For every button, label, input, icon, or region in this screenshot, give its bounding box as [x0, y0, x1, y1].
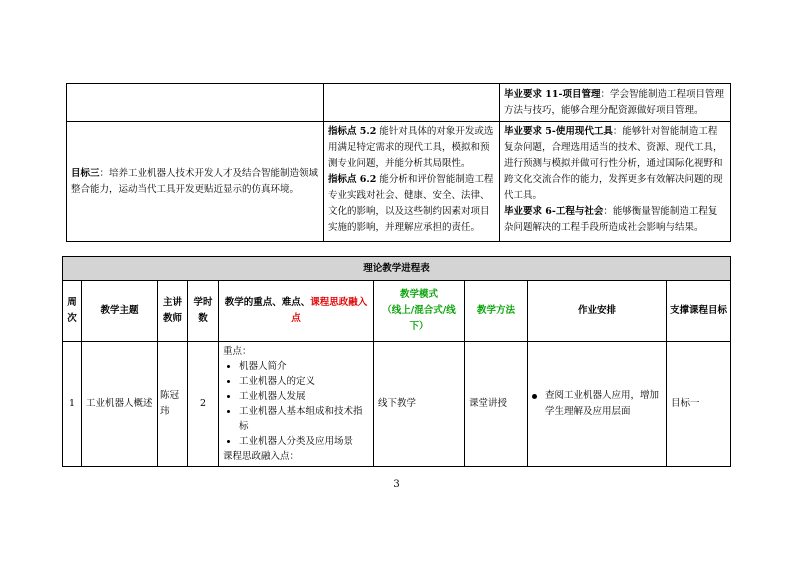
requirement-cell-11	[500, 84, 731, 122]
requirement-11-label: 毕业要求 11-项目管理	[504, 89, 601, 100]
row-homework	[528, 342, 667, 467]
objective-three-cell	[67, 122, 324, 242]
indicator-6-2-text: 能分析和评价智能制造工程专业实践对社会、健康、安全、法律、文化的影响，以及这些制约因素对项目实施的影响，并理解应承担的责任。	[328, 174, 494, 233]
schedule-title-row	[63, 257, 731, 281]
focus-item: • 机器人简介	[239, 359, 369, 374]
indicator-6-2	[328, 172, 495, 236]
focus-item: • 工业机器人分类及应用场景	[239, 434, 369, 449]
focus-item: • 工业机器人基本组成和技术指标	[239, 404, 369, 434]
header-teacher: 主讲教师	[158, 281, 188, 342]
requirement-6-text: ：能够衡量智能制造工程复杂问题解决的工程手段所造成社会影响与结果。	[504, 206, 718, 233]
row-method: 课堂讲授	[465, 342, 528, 467]
ideology-label: 课程思政融入点：	[223, 451, 300, 462]
requirement-5-label: 毕业要求 5-使用现代工具	[504, 126, 613, 137]
focus-list	[223, 359, 369, 449]
header-keypoints-red: 课程思政融入点	[291, 297, 368, 324]
requirement-6	[504, 204, 726, 236]
objective-cell-empty	[67, 84, 324, 122]
homework-text: 查阅工业机器人应用，增加学生理解及应用层面	[545, 390, 660, 417]
bullet-icon	[532, 394, 537, 399]
focus-item: • 工业机器人的定义	[239, 374, 369, 389]
objectives-table	[66, 83, 731, 242]
header-homework: 作业安排	[528, 281, 667, 342]
requirement-6-label: 毕业要求 6-工程与社会	[504, 206, 604, 217]
row-teacher: 陈冠玮	[158, 342, 188, 467]
schedule-header-row	[63, 281, 731, 342]
indicator-cell	[324, 122, 500, 242]
row-hours: 2	[188, 342, 219, 467]
indicator-5-2-text: 能针对具体的对象开发或选用满足特定需求的现代工具，模拟和预测专业问题，并能分析其局限性。	[328, 126, 494, 169]
objectives-row-1	[67, 84, 731, 122]
indicator-cell-empty	[324, 84, 500, 122]
header-goal: 支撑课程目标	[667, 281, 731, 342]
header-mode-sub: （线上/混合式/线下）	[382, 305, 456, 332]
header-week: 周次	[63, 281, 82, 342]
row-focus	[219, 342, 374, 467]
homework-item	[532, 388, 662, 420]
header-mode-title: 教学模式	[399, 289, 438, 300]
requirement-5	[504, 124, 726, 204]
header-keypoints	[219, 281, 374, 342]
row-topic: 工业机器人概述	[82, 342, 158, 467]
indicator-5-2-label: 指标点 5.2	[328, 126, 377, 137]
focus-item: • 工业机器人发展	[239, 389, 369, 404]
objective-three-text: ：培养工业机器人技术开发人才及结合智能制造领域整合能力，运动当代工具开发更贴近显示的仿真环境。	[71, 167, 319, 195]
header-keypoints-black: 教学的重点、难点、	[224, 297, 311, 308]
requirement-5-text: ：能够针对智能制造工程复杂问题，合理选用适当的技术、资源、现代工具，进行预测与模拟并做可行性分析，通过国际化视野和跨文化交流合作的能力，发挥更多有效解决问题的现代工具。	[504, 126, 723, 201]
schedule-table	[62, 256, 731, 467]
indicator-6-2-label: 指标点 6.2	[328, 174, 377, 185]
header-topic: 教学主题	[82, 281, 158, 342]
page-number: 3	[393, 479, 400, 490]
requirement-cell	[500, 122, 731, 242]
schedule-row-1	[63, 342, 731, 467]
objective-three-label: 目标三	[71, 167, 100, 179]
focus-label: 重点：	[223, 346, 252, 357]
schedule-title: 理论教学进程表	[63, 257, 731, 281]
header-mode	[374, 281, 465, 342]
requirement-11-text: ：学会智能制造工程项目管理方法与技巧，能够合理分配资源做好项目管理。	[504, 89, 724, 116]
row-mode: 线下教学	[374, 342, 465, 467]
header-method: 教学方法	[465, 281, 528, 342]
row-week: 1	[63, 342, 82, 467]
header-hours: 学时数	[188, 281, 219, 342]
objectives-row-2	[67, 122, 731, 242]
row-goal: 目标一	[667, 342, 731, 467]
indicator-5-2	[328, 124, 495, 172]
